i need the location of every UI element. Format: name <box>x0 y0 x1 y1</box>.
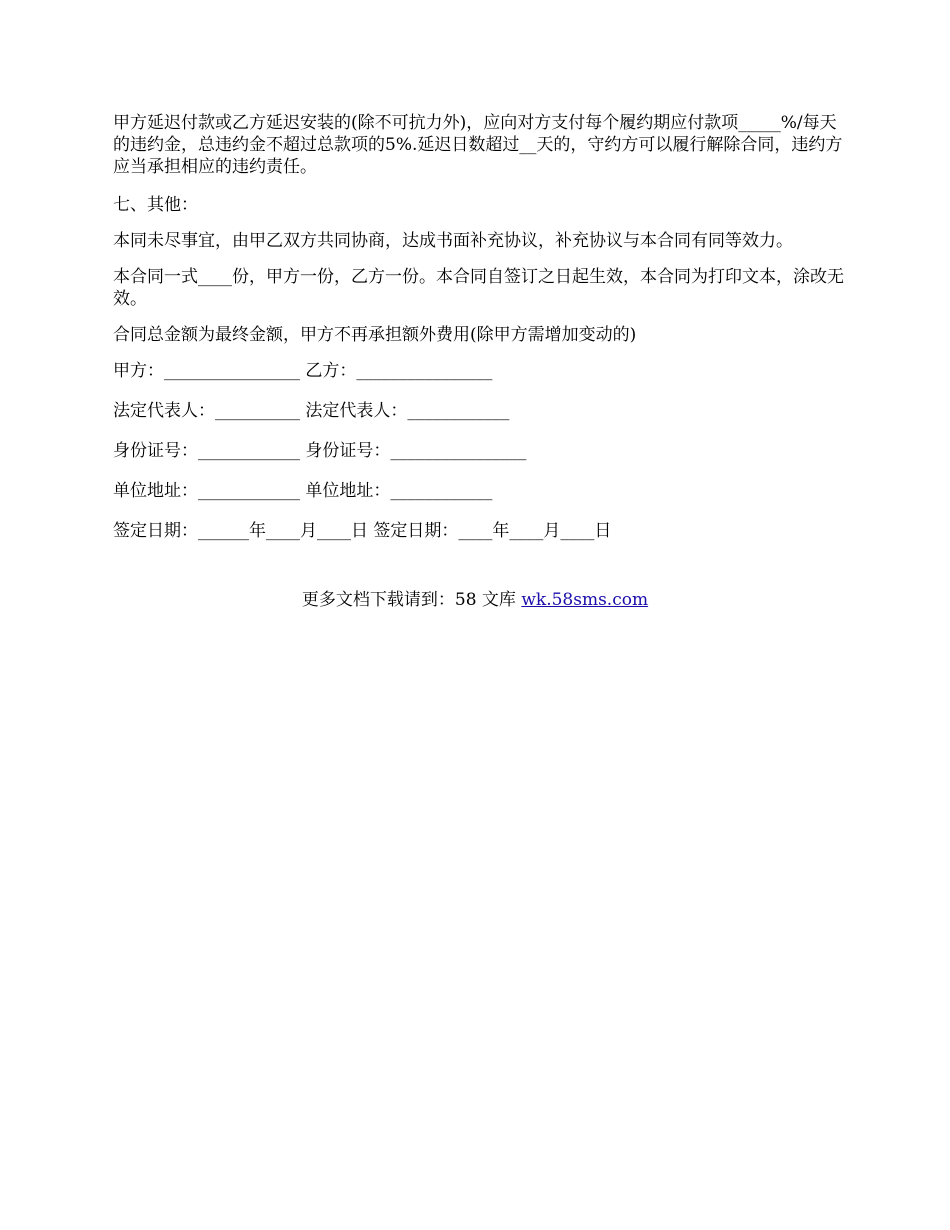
footer-link[interactable]: wk.58sms.com <box>521 590 649 610</box>
clause-total-amount: 合同总金额为最终金额，甲方不再承担额外费用(除甲方需增加变动的) <box>113 325 637 345</box>
signature-id-row: 身份证号：____________ 身份证号：________________ <box>113 441 527 461</box>
clause-late-payment: 甲方延迟付款或乙方延迟安装的(除不可抗力外)，应向对方支付每个履约期应付款项_____%/每天的违约金，总违约金不超过总款项的5%.延迟日数超过__天的，守约方可以履行解除合同，违约方应当承担相应的违约责任。 <box>113 113 843 177</box>
signature-date-row: 签定日期：______年____月____日 签定日期：____年____月____日 <box>113 521 612 541</box>
signature-address-row: 单位地址：____________ 单位地址：____________ <box>113 481 493 501</box>
download-footer <box>0 589 950 611</box>
clause-supplementary: 本同未尽事宜，由甲乙双方共同协商，达成书面补充协议，补充协议与本合同有同等效力。 <box>113 231 793 251</box>
document-body <box>113 112 853 560</box>
clause-copies: 本合同一式____份，甲方一份，乙方一份。本合同自签订之日起生效，本合同为打印文本，涂改无效。 <box>113 267 844 309</box>
footer-text: 更多文档下载请到：58 文库 <box>301 590 522 610</box>
signature-party-row: 甲方：________________ 乙方：________________ <box>113 361 493 381</box>
section-heading-other: 七、其他： <box>113 195 198 215</box>
signature-representative-row: 法定代表人：__________ 法定代表人：____________ <box>113 401 510 421</box>
